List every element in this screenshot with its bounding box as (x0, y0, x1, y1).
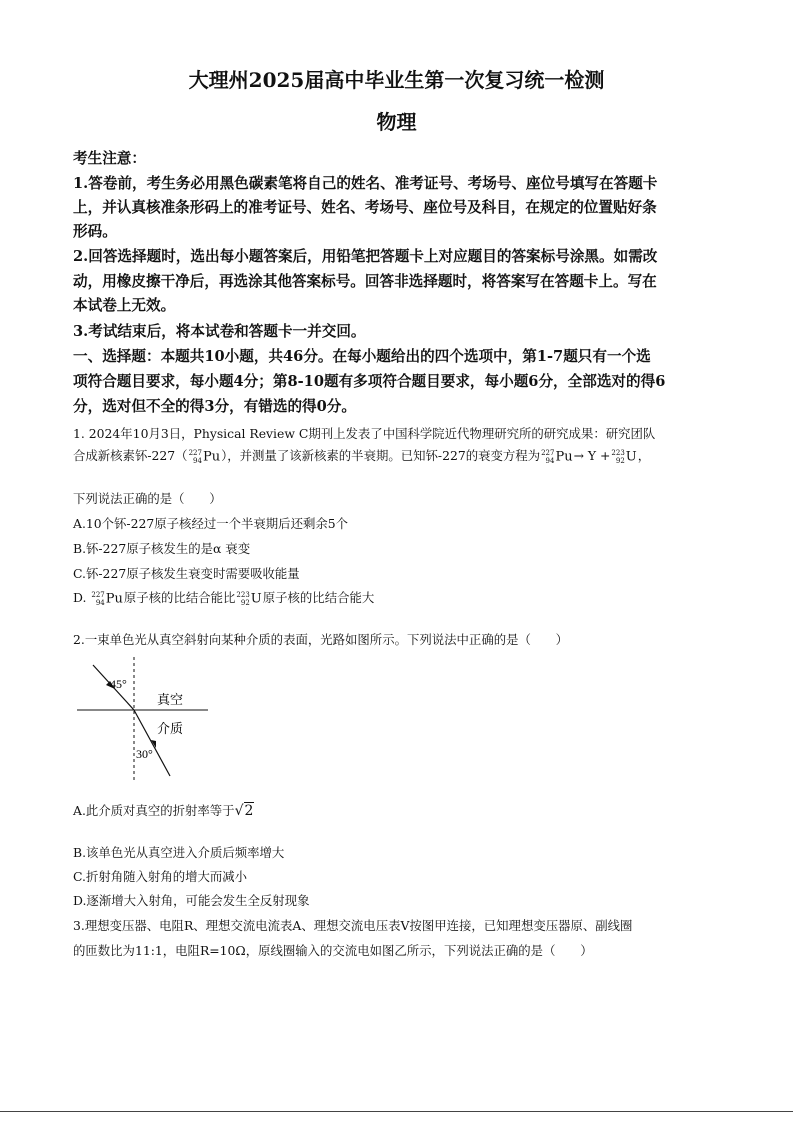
q3-stem-line1: 3.理想变压器、电阻R、理想交流电流表A、理想交流电压表V按图甲连接，已知理想变压器原、副线圈 (73, 918, 633, 933)
q1-option-b: B.钚-227原子核发生的是α 衰变 (73, 541, 251, 556)
nuclide-u: 223 92U (611, 448, 637, 465)
notice-line: 本试卷上无效。 (73, 297, 176, 314)
nuclide-pu: 227 94Pu (541, 448, 573, 465)
section-instruction: 一、选择题：本题共10小题，共46分。在每小题给出的四个选项中，第1-7题只有一个选 (73, 348, 651, 365)
exam-title: 大理州2025届高中毕业生第一次复习统一检测 (188, 68, 605, 92)
q3-stem-line2: 的匝数比为11:1，电阻R=10Ω，原线圈输入的交流电如图乙所示，下列说法正确的是（ ） (73, 943, 593, 958)
sqrt-symbol: √2 (234, 803, 254, 819)
q2-stem: 2.一束单色光从真空斜射向某种介质的表面，光路如图所示。下列说法中正确的是（ ） (73, 632, 569, 647)
vacuum-label: 真空 (157, 693, 184, 708)
subject-title: 物理 (376, 110, 417, 134)
nuclide-pu: 227 94Pu (91, 590, 123, 607)
q1-option-a: A.10个钚-227原子核经过一个半衰期后还剩余5个 (73, 516, 349, 531)
q2-option-a: A.此介质对真空的折射率等于√2 (73, 803, 254, 819)
refraction-diagram (73, 652, 213, 782)
q2-option-b: B.该单色光从真空进入介质后频率增大 (73, 845, 285, 860)
notice-line: 动，用橡皮擦干净后，再选涂其他答案标号。回答非选择题时，将答案写在答题卡上。写在 (73, 273, 657, 290)
page-bottom-rule (0, 1111, 793, 1112)
q1-option-d: D. 227 94Pu原子核的比结合能比223 92U原子核的比结合能大 (73, 590, 375, 607)
q1-stem-line1: 1. 2024年10月3日，Physical Review C期刊上发表了中国科学院近代物理研究所的研究成果：研究团队 (73, 426, 656, 441)
notice-line: 上，并认真核准条形码上的准考证号、姓名、考场号、座位号及科目，在规定的位置贴好条 (73, 199, 657, 216)
angle-30-label: 30° (136, 747, 153, 761)
medium-label: 介质 (157, 722, 184, 737)
notice-line: 3.考试结束后，将本试卷和答题卡一并交回。 (73, 323, 366, 340)
q2-option-d: D.逐渐增大入射角，可能会发生全反射现象 (73, 893, 310, 908)
nuclide-pu: 227 94Pu (188, 448, 221, 465)
q1-option-c: C.钚-227原子核发生衰变时需要吸收能量 (73, 566, 300, 581)
section-instruction: 项符合题目要求，每小题4分；第8-10题有多项符合题目要求，每小题6分，全部选对的得6 (73, 373, 666, 390)
notice-line: 2.回答选择题时，选出每小题答案后，用铅笔把答题卡上对应题目的答案标号涂黑。如需改 (73, 248, 658, 265)
refracted-ray (134, 710, 170, 776)
q1-stem-line3: 下列说法正确的是（ ） (73, 491, 222, 506)
section-instruction: 分，选对但不全的得3分，有错选的得0分。 (73, 398, 356, 415)
notice-line: 形码。 (73, 223, 117, 240)
angle-45-label: 45° (110, 677, 127, 691)
q2-option-c: C.折射角随入射角的增大而减小 (73, 869, 248, 884)
q1-stem-line2: 合成新核素钚-227（227 94Pu），并测量了该新核素的半衰期。已知钚-227的衰变方程为227 94Pu→ Y +223 92U， (73, 448, 651, 465)
notice-line: 1.答卷前，考生务必用黑色碳素笔将自己的姓名、准考证号、考场号、座位号填写在答题卡 (73, 175, 658, 192)
nuclide-u: 223 92U (236, 590, 262, 607)
notice-heading: 考生注意： (73, 150, 146, 167)
